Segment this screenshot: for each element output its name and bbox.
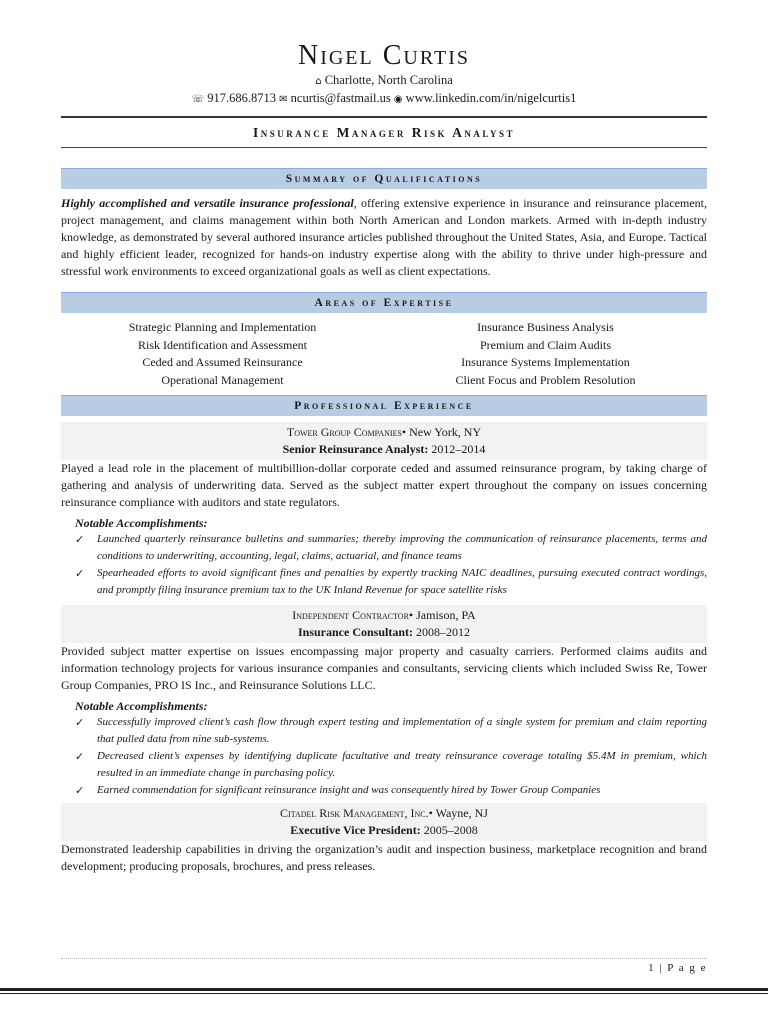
experience-heading: Professional Experience (61, 395, 707, 416)
expertise-item: Premium and Claim Audits (480, 337, 611, 352)
accomplishment-list (61, 531, 707, 599)
expertise-left-column (61, 319, 384, 389)
company-name: Independent Contractor (292, 608, 409, 622)
company-name: Citadel Risk Management, Inc. (280, 806, 429, 820)
expertise-list (61, 319, 707, 389)
job-role: Executive Vice President: (290, 823, 421, 837)
list-item (75, 748, 707, 782)
expertise-item: Risk Identification and Assessment (138, 337, 307, 352)
expertise-item: Insurance Systems Implementation (461, 355, 630, 369)
notable-label: Notable Accomplishments: (75, 516, 208, 530)
job-dates: 2005–2008 (423, 823, 478, 837)
list-item (75, 714, 707, 748)
list-item (75, 782, 707, 799)
accomplishment-text: Spearheaded efforts to avoid significant fines and penalties by expertly tracking NAIC deadlines, pursuing executed contract wordings, and promptly filing insurance premium tax to the UK Inland Revenue for space satellite risks (97, 567, 707, 596)
expertise-item: Ceded and Assumed Reinsurance (142, 355, 303, 369)
check-icon: ✓ (75, 716, 85, 729)
house-icon: ⌂ (315, 76, 322, 87)
summary-text: , offering extensive experience in insurance and reinsurance placement, project management, and claims management within both North American and London markets. Armed with in-depth industry knowledge, as demonstrated by several authored insurance articles published throughout the United States, Asia, and Europe. Tactical and highly efficient leader, recognized for hands-on industry expertise along with the ability to thrive under high-pressure and stressful work environments to exceed organizational goals as well as client expectations. (61, 196, 707, 278)
job-header (61, 422, 707, 460)
expertise-item: Client Focus and Problem Resolution (455, 372, 636, 387)
expertise-item: Insurance Business Analysis (477, 320, 614, 334)
company-name: Tower Group Companies (286, 425, 402, 439)
expertise-right-column (384, 319, 707, 389)
summary-lead: Highly accomplished and versatile insurance professional (61, 196, 354, 210)
contact-line (61, 90, 707, 108)
footer-divider (61, 958, 707, 959)
accomplishment-text: Successfully improved client’s cash flow through expert testing and implementation of a single system for premium and claim reporting that pulled data from nine sub-systems. (97, 716, 707, 745)
company-location: • Wayne, NJ (428, 806, 488, 820)
globe-icon: ◉ (393, 94, 403, 105)
accomplishment-list (61, 714, 707, 799)
summary-paragraph (61, 195, 707, 280)
bottom-border-thin (0, 993, 768, 994)
job-header (61, 803, 707, 841)
accomplishment-text: Earned commendation for significant reinsurance insight and was consequently hired by Tower Group Companies (97, 784, 601, 796)
job-role: Senior Reinsurance Analyst: (282, 442, 429, 456)
header-divider (61, 116, 707, 118)
job-description: Provided subject matter expertise on issues encompassing major property and casualty carriers. Performed claims audits and information technology projects for various insurance companies and consultants, servicing clients which included Swiss Re, Tower Group Companies, PRO IS Inc., and Reinsurance Solutions LLC. (61, 644, 707, 692)
job-description: Played a lead role in the placement of multibillion-dollar corporate ceded and assumed reinsurance program, by taking charge of gathering and analysis of underwriting data. Served as the subject matter expert throughout the company on issues concerning reinsurance compliance with auditors and state regulators. (61, 461, 707, 509)
company-location: • New York, NY (401, 425, 482, 439)
linkedin-link[interactable]: www.linkedin.com/in/nigelcurtis1 (405, 91, 577, 105)
list-item (75, 531, 707, 565)
job-header (61, 605, 707, 643)
check-icon: ✓ (75, 533, 85, 546)
expertise-heading: Areas of Expertise (61, 292, 707, 313)
phone-icon: ☏ (191, 94, 205, 105)
check-icon: ✓ (75, 750, 85, 763)
location: Charlotte, North Carolina (324, 73, 453, 87)
company-location: • Jamison, PA (408, 608, 476, 622)
job-dates: 2012–2014 (431, 442, 486, 456)
list-item (75, 565, 707, 599)
expertise-item: Strategic Planning and Implementation (128, 320, 317, 334)
candidate-name: Nigel Curtis (297, 40, 470, 71)
target-title: Insurance Manager Risk Analyst (252, 125, 516, 140)
summary-heading: Summary of Qualifications (61, 168, 707, 189)
page-number: 1 | P a g e (648, 962, 707, 974)
expertise-item: Operational Management (161, 372, 284, 387)
accomplishment-text: Decreased client’s expenses by identifying duplicate facultative and treaty reinsurance coverage totaling $5.4M in premium, which resulted in an immediate change in purchasing policy. (97, 750, 707, 779)
accomplishment-text: Launched quarterly reinsurance bulletins and summaries; thereby improving the communication of reinsurance placements, terms and conditions to underwriting, accounting, legal, claims, actuarial, and finance teams (97, 533, 707, 562)
job-description: Demonstrated leadership capabilities in driving the organization’s audit and inspection business, marketplace recognition and brand development; producing proposals, brochures, and press releases. (61, 842, 707, 873)
bottom-border (0, 988, 768, 991)
job-dates: 2008–2012 (416, 625, 471, 639)
notable-label: Notable Accomplishments: (75, 699, 208, 713)
title-divider (61, 147, 707, 148)
location-line (61, 72, 707, 90)
job-role: Insurance Consultant: (297, 625, 414, 639)
email[interactable]: ncurtis@fastmail.us (290, 91, 391, 105)
check-icon: ✓ (75, 567, 85, 580)
check-icon: ✓ (75, 784, 85, 797)
phone: 917.686.8713 (207, 91, 276, 105)
mail-icon: ✉ (279, 94, 288, 105)
